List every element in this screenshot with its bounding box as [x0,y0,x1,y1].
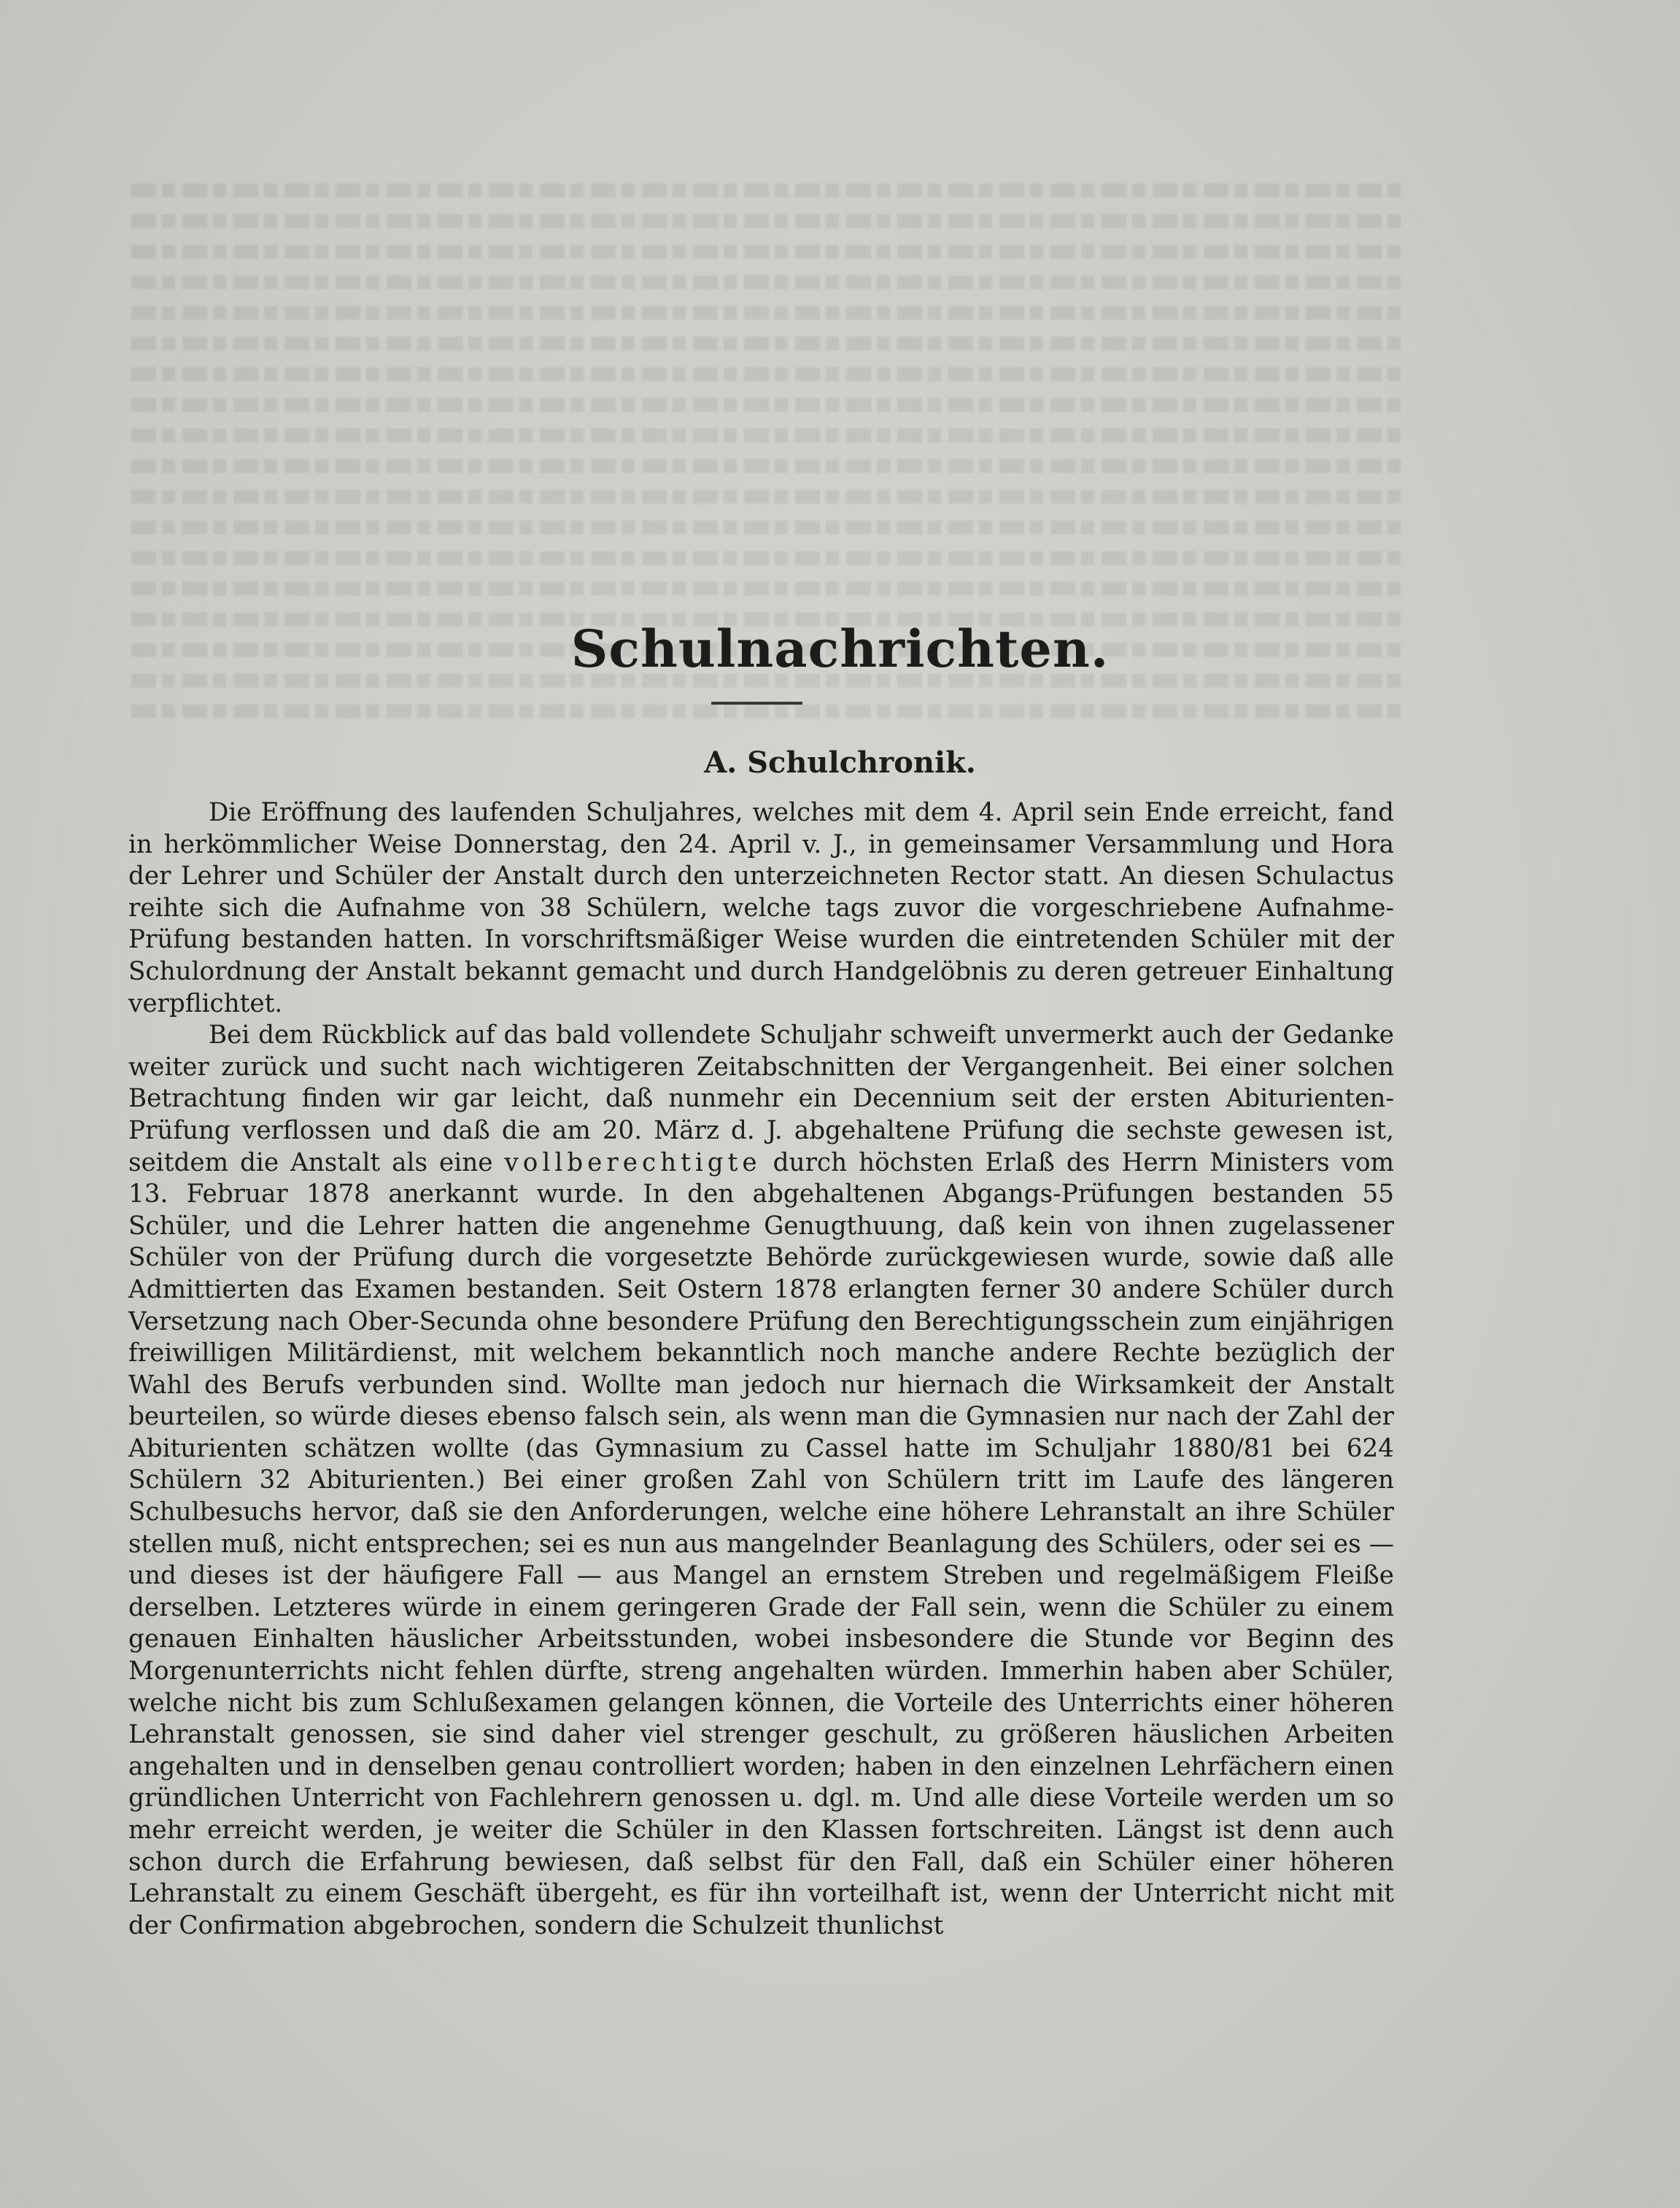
page-title: Schulnachrichten. [570,619,1110,679]
emphasized-word: vollberechtigte [504,1147,762,1177]
paragraph-2 [128,1020,1394,1942]
bleed-through-text [131,175,1401,773]
paragraph-2-end: durch höchsten Erlaß des Herrn Ministers vom 13. Februar 1878 anerkannt wurde. In den abgehaltenen Abgangs-Prüfungen bestanden 55 Schüler, und die Lehrer hatten die angenehme Genugthuung, daß kein von ihnen zugelassener Schüler von der Prüfung durch die vorgesetzte Behörde zurückgewiesen wurde, sowie daß alle Admittierten das Examen bestanden. Seit Ostern 1878 erlangten ferner 30 andere Schüler durch Versetzung nach Ober-Secunda ohne besondere Prüfung den Berechtigungsschein zum einjährigen freiwilligen Militärdienst, mit welchem bekanntlich noch manche andere Rechte bezüglich der Wahl des Berufs verbunden sind. Wollte man jedoch nur hiernach die Wirksamkeit der Anstalt beurteilen, so würde dieses ebenso falsch sein, als wenn man die Gymnasien nur nach der Zahl der Abiturienten schätzen wollte (das Gymnasium zu Cassel hatte im Schuljahr 1880/81 bei 624 Schülern 32 Abiturienten.) Bei einer großen Zahl von Schülern tritt im Laufe des längeren Schulbesuchs hervor, daß sie den Anforderungen, welche eine höhere Lehranstalt an ihre Schüler stellen muß, nicht entsprechen; sei es nun aus mangelnder Beanlagung des Schülers, oder sei es — und dieses ist der häufigere Fall — aus Mangel an ernstem Streben und regelmäßigem Fleiße derselben. Letzteres würde in einem geringeren Grade der Fall sein, wenn die Schüler zu einem genauen Einhalten häuslicher Arbeitsstunden, wobei insbesondere die Stunde vor Beginn des Morgenunterrichts nicht fehlen dürfte, streng angehalten würden. Immerhin haben aber Schüler, welche nicht bis zum Schlußexamen gelangen können, die Vorteile des Unterrichts einer höheren Lehranstalt genossen, sie sind daher viel strenger geschult, zu größeren häuslichen Arbeiten angehalten und in denselben genau controlliert worden; haben in den einzelnen Lehrfächern einen gründlichen Unterricht von Fachlehrern genossen u. dgl. m. Und alle diese Vorteile werden um so mehr erreicht werden, je weiter die Schüler in den Klassen fortschreiten. Längst ist denn auch schon durch die Erfahrung bewiesen, daß selbst für den Fall, daß ein Schüler einer höheren Lehranstalt zu einem Geschäft übergeht, es für ihn vorteilhaft ist, wenn der Unterricht nicht mit der Confirmation abgebrochen, sondern die Schulzeit thunlichst [128,1147,1394,1940]
paragraph-2-start: Bei dem Rückblick auf das bald vollendete Schuljahr schweift unvermerkt auch der Gedanke weiter zurück und sucht nach wichtigeren Zeitabschnitten der Vergangenheit. Bei einer solchen Betrachtung finden wir gar leicht, daß nunmehr ein Decennium seit der ersten Abiturienten-Prüfung verflossen und daß die am 20. März d. J. abgehaltene Prüfung die sechste gewesen ist, seitdem die Anstalt als eine [128,1020,1394,1177]
section-heading: A. Schulchronik. [704,745,976,780]
body-text [128,797,1394,1942]
paragraph-1: Die Eröffnung des laufenden Schuljahres, welches mit dem 4. April sein Ende erreicht, fand in herkömmlicher Weise Donnerstag, den 24. April v. J., in gemeinsamer Versammlung und Hora der Lehrer und Schüler der Anstalt durch den unterzeichneten Rector statt. An diesen Schulactus reihte sich die Aufnahme von 38 Schülern, welche tags zuvor die vorgeschriebene Aufnahme-Prüfung bestanden hatten. In vorschriftsmäßiger Weise wurden die eintretenden Schüler mit der Schulordnung der Anstalt bekannt gemacht und durch Handgelöbnis zu deren getreuer Einhaltung verpflichtet. [128,798,1394,1018]
title-divider [711,702,802,705]
